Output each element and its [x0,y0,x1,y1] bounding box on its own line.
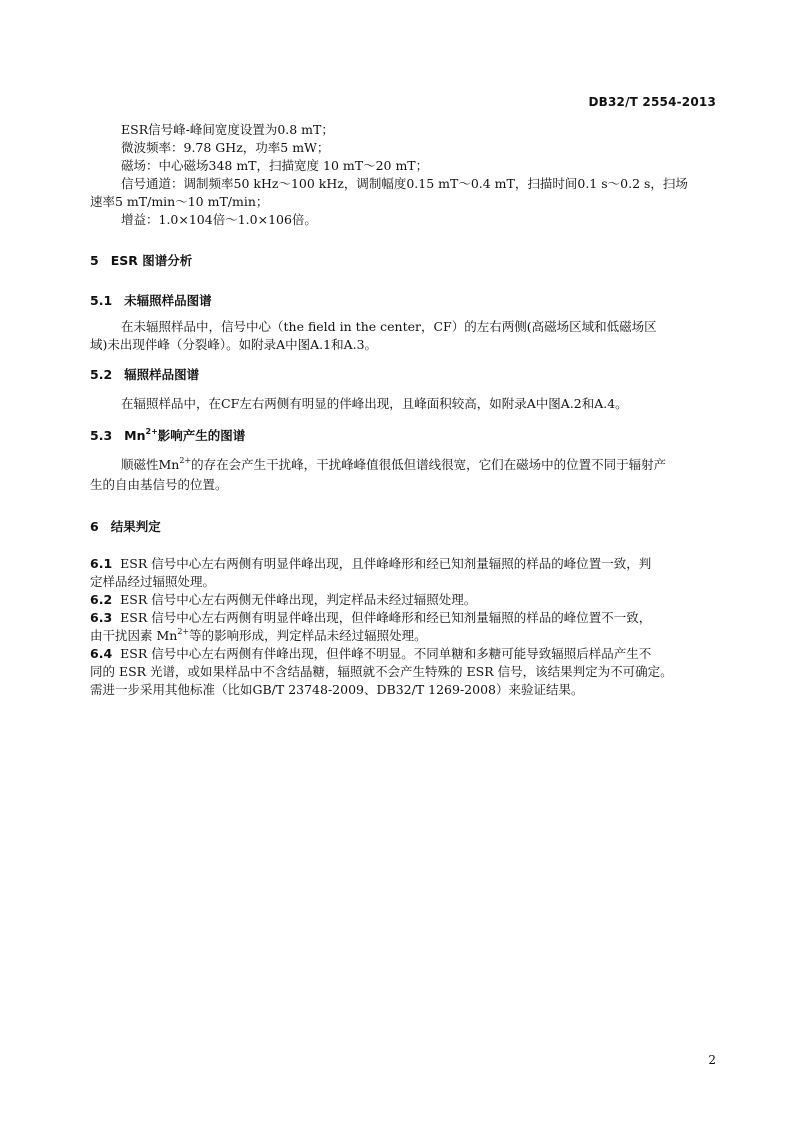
clause-6-3-line1 [90,609,720,627]
param-microwave: 微波频率：9.78 GHz，功率5 mW； [121,140,330,155]
section-title: 结果判定 [110,519,161,534]
sec-5-1-para-line1: 在未辐照样品中，信号中心（the field in the center，CF）的左右两侧(高磁场区域和低磁场区 [121,319,657,334]
section-5-heading [90,251,192,269]
clause-6-1-line2: 定样品经过辐照处理。 [90,574,216,589]
section-5-2-heading [90,365,199,383]
clause-6-4-line1 [90,645,720,663]
clause-6-4-line3: 需进一步采用其他标准（比如GB/T 23748-2009、DB32/T 1269-2008）来验证结果。 [90,682,584,697]
text-run: 由干扰因素 Mn [90,628,178,643]
superscript: 2+ [145,426,158,436]
clause-number: 6.4 [90,646,113,661]
text-run: ESR 信号中心左右两侧无伴峰出现，判定样品未经过辐照处理。 [120,592,477,607]
text-run: 顺磁性Mn [121,457,180,472]
clause-6-2-line1 [90,591,720,609]
sec-5-3-para-line1 [121,456,721,474]
clause-number: 6.2 [90,592,113,607]
sec-5-2-para: 在辐照样品中，在CF左右两侧有明显的伴峰出现，且峰面积较高，如附录A中图A.2和A.4。 [121,396,628,411]
sec-5-3-para-line2: 生的自由基信号的位置。 [90,477,228,492]
clause-6-1-line1 [90,555,720,573]
section-title: ESR 图谱分析 [110,253,193,268]
section-number: 5.1 [90,293,113,308]
section-6-heading [90,517,161,535]
param-signal-channel: 信号通道：调制频率50 kHz～100 kHz，调制幅度0.15 mT～0.4 mT，扫描时间0.1 s～0.2 s，扫场 [121,176,688,191]
section-number: 6 [90,519,99,534]
param-gain: 增益：1.0×104倍～1.0×106倍。 [121,212,317,227]
superscript: 2+ [179,455,192,465]
section-number: 5 [90,253,99,268]
param-peak-width: ESR信号峰-峰间宽度设置为0.8 mT； [121,122,334,137]
section-title-post: 影响产生的图谱 [157,428,246,443]
param-magnetic-field: 磁场：中心磁场348 mT，扫描宽度 10 mT～20 mT； [121,158,429,173]
section-5-1-heading [90,291,212,309]
clause-number: 6.1 [90,556,113,571]
clause-6-4-line2: 同的 ESR 光谱，或如果样品中不含结晶糖，辐照就不会产生特殊的 ESR 信号，该结果判定为不可确定。 [90,664,673,679]
text-run: 的存在会产生干扰峰，干扰峰峰值很低但谱线很宽，它们在磁场中的位置不同于辐射产 [191,457,667,472]
section-number: 5.3 [90,428,113,443]
text-run: 等的影响形成，判定样品未经过辐照处理。 [189,628,427,643]
text-run: ESR 信号中心左右两侧有伴峰出现，但伴峰不明显。不同单糖和多糖可能导致辐照后样品产生不 [120,646,652,661]
document-code: DB32/T 2554-2013 [588,95,716,109]
section-title-pre: Mn [124,428,146,443]
text-run: ESR 信号中心左右两侧有明显伴峰出现，且伴峰峰形和经已知剂量辐照的样品的峰位置一致，判 [120,556,652,571]
param-signal-channel-cont: 速率5 mT/min～10 mT/min； [90,194,269,209]
sec-5-1-para-line2: 域)未出现伴峰（分裂峰）。如附录A中图A.1和A.3。 [90,337,378,352]
text-run: ESR 信号中心左右两侧有明显伴峰出现，但伴峰峰形和经已知剂量辐照的样品的峰位置不一致， [120,610,652,625]
clause-number: 6.3 [90,610,113,625]
section-number: 5.2 [90,367,113,382]
superscript: 2+ [177,626,190,636]
section-title: 辐照样品图谱 [124,367,200,382]
clause-6-3-line2 [90,627,720,645]
page-number: 2 [708,1053,716,1067]
section-5-3-heading [90,426,245,444]
section-title: 未辐照样品图谱 [124,293,212,308]
